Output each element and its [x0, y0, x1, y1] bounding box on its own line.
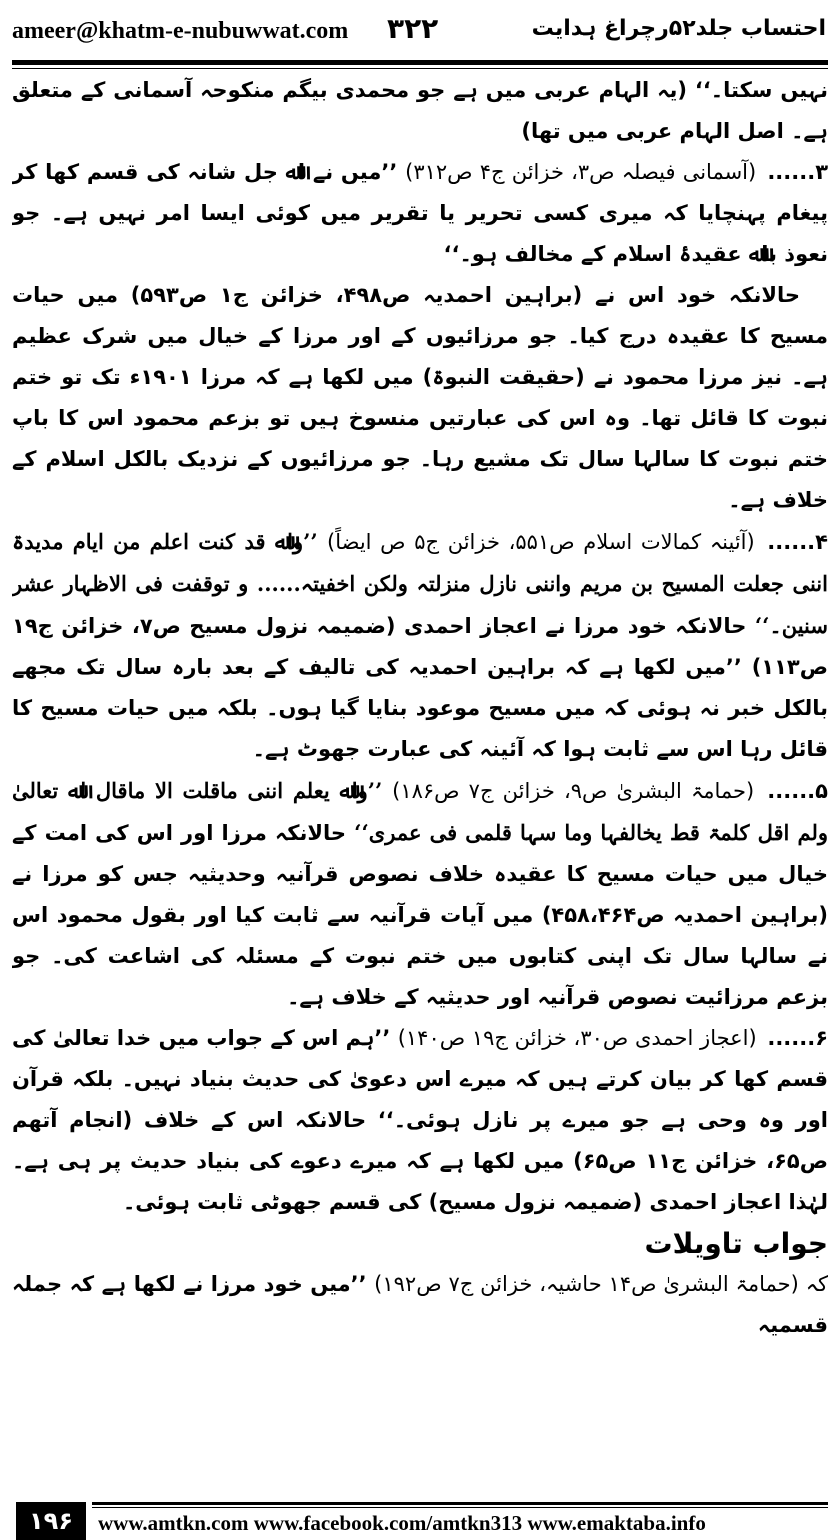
rebuttal-text: حالانکہ خود مرزا نے اعجاز احمدی (ضمیمہ نزول مسیح ص۷، خزائن ج۱۹ ص۱۱۳) ’’میں لکھا ہے کہ براہین احمدیہ کی تالیف کے بعد بارہ سال تک مجھے بالکل خبر نہ ہوئی کہ میں مسیح موعود بنایا گیا ہوں۔ بلکہ میں حیات مسیح کا قائل رہا اس سے ثابت ہوا کہ آئینہ کی عبارت جھوٹ ہے۔: [12, 614, 828, 761]
page-header: [0, 0, 840, 64]
item-number: ۶......: [767, 1026, 828, 1050]
citation: (آئینہ کمالات اسلام ص۵۵۱، خزائن ج۵ ص ایضاً): [327, 530, 755, 554]
paragraph-rebuttal-3: حالانکہ خود اس نے (براہین احمدیہ ص۴۹۸، خزائن ج۱ ص۵۹۳) میں حیات مسیح کا عقیدہ درج کیا۔ جو مرزائیوں کے اور مرزا کے خیال میں شرک عظیم ہے۔ نیز مرزا محمود نے (حقیقت النبوۃ) میں لکھا ہے کہ مرزا ۱۹۰۱ء تک تو ختم نبوت کا قائل تھا۔ وہ اس کی عبارتیں منسوخ ہیں تو بزعم محمود اس کا باپ ختم نبوت کا سالہا سال تک مشیع رہا۔ جو مرزائیوں کے نزدیک بالکل اسلام کے خلاف ہے۔: [12, 283, 828, 512]
header-email: ameer@khatm-e-nubuwwat.com: [12, 18, 349, 44]
footer-rule-thin: [92, 1507, 828, 1508]
section-heading: جواب تاویلات: [644, 1227, 828, 1260]
rebuttal-text: حالانکہ مرزا اور اس کی امت کے خیال میں حیات مسیح کا عقیدہ خلاف نصوص قرآنیہ وحدیثیہ جس کو مرزا نے (براہین احمدیہ ص۴۵۸،۴۶۴) میں آیات قرآنیہ سے ثابت کیا اور بقول محمود اس نے سالہا سال تک اپنی کتابوں میں ختم نبوت کے مسئلہ کی اشاعت کی۔ جو بزعم مرزائیت نصوص قرآنیہ اور حدیثیہ کے خلاف ہے۔: [12, 821, 828, 1009]
citation: کہ (حمامۃ البشریٰ ص۱۴ حاشیہ، خزائن ج۷ ص۱۹۲): [374, 1272, 828, 1296]
page-footer: [0, 1494, 840, 1540]
paragraph-continuation: نہیں سکتا۔‘‘ (یہ الہام عربی میں ہے جو محمدی بیگم منکوحہ آسمانی کے متعلق ہے۔ اصل الہام عربی میں تھا): [12, 78, 828, 143]
header-book-title: احتساب جلد۵۲رچراغ ہدایت: [531, 16, 826, 41]
header-page-number: ۳۲۲: [387, 12, 439, 45]
quote-text: ’’میں نے اﷲ جل شانہ کی قسم کھا کر پیغام پہنچایا کہ میری کسی تحریر یا تقریر میں کوئی ایسا امر نہیں ہے۔ جو نعوذ باﷲ عقیدۂ اسلام کے مخالف ہو۔‘‘: [12, 160, 828, 266]
paragraph-item-6: [12, 1018, 828, 1223]
footer-rule-thick: [92, 1502, 828, 1505]
citation: (اعجاز احمدی ص۳۰، خزائن ج۱۹ ص۱۴۰): [397, 1026, 757, 1050]
paragraph-item-5: [12, 770, 828, 1018]
page-body: [12, 70, 828, 1440]
paragraph-item-4: [12, 521, 828, 770]
footer-links: www.amtkn.com www.facebook.com/amtkn313 www.emaktaba.info: [98, 1511, 706, 1535]
item-number: ۳......: [767, 160, 828, 184]
header-rule-thin: [12, 68, 828, 69]
arabic-quote: ’’واﷲ یعلم اننی ماقلت الا ماقال اﷲ تعالیٰ ولم اقل کلمۃ قط یخالفہا وما سہا قلمی فی عمری‘‘: [12, 778, 828, 845]
footer-page-number: ۱۹۶: [16, 1502, 86, 1540]
citation: (حمامۃ البشریٰ ص۹، خزائن ج۷ ص۱۸۶): [392, 779, 755, 803]
header-rule-thick: [12, 60, 828, 65]
quote-text: ’’ہم اس کے جواب میں خدا تعالیٰ کی قسم کھا کر بیان کرتے ہیں کہ میرے اس دعویٰ کی حدیث بنیاد نہیں۔ بلکہ قرآن اور وہ وحی ہے جو میرے پر نازل ہوئی۔‘‘ حالانکہ اس کے خلاف (انجام آتھم ص۶۵، خزائن ج۱۱ ص۶۵) میں لکھا ہے کہ میرے دعوے کی بنیاد حدیث پر ہی ہے۔ لہٰذا اعجاز احمدی (ضمیمہ نزول مسیح) کی قسم جھوٹی ثابت ہوئی۔: [12, 1026, 828, 1214]
paragraph-answer: [12, 1264, 828, 1346]
paragraph-item-3: [12, 152, 828, 275]
item-number: ۵......: [767, 779, 828, 803]
citation: (آسمانی فیصلہ ص۳، خزائن ج۴ ص۳۱۲): [405, 160, 757, 184]
arabic-quote: ’’واﷲ قد کنت اعلم من ایام مدیدۃ اننی جعلت المسیح بن مریم واننی نازل منزلتہ ولکن اخفیتہ...... و توقفت فی الاظہار عشر سنین۔‘‘: [12, 529, 828, 638]
item-number: ۴......: [767, 530, 828, 554]
quote-text: ’’میں خود مرزا نے لکھا ہے کہ جملہ قسمیہ: [12, 1272, 828, 1337]
